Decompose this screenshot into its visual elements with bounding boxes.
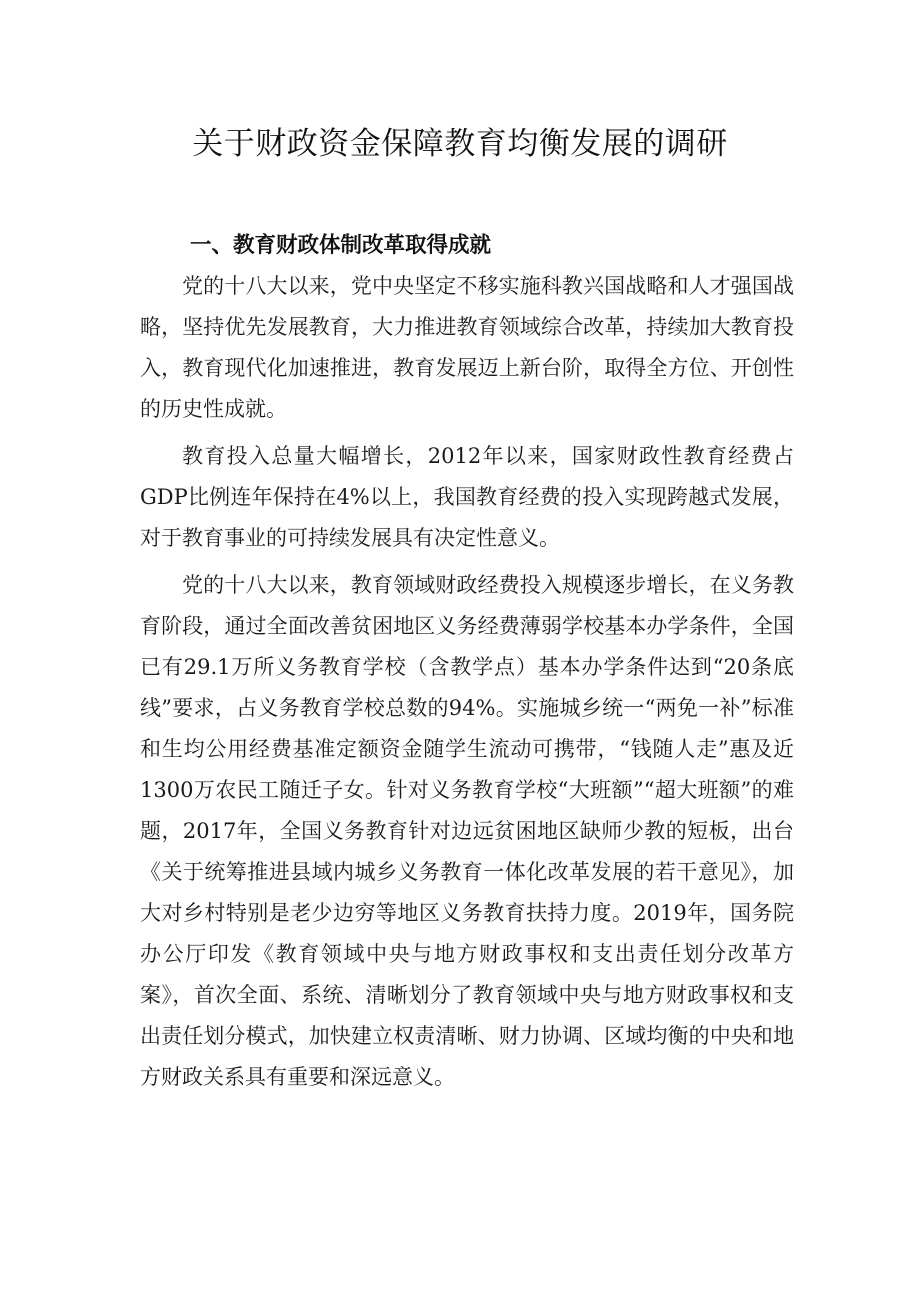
paragraph: 党的十八大以来，教育领域财政经费投入规模逐步增长，在义务教育阶段，通过全面改善贫困地区义务经费薄弱学校基本办学条件，全国已有29.1万所义务教育学校（含教学点）基本办学条件达到“20条底线”要求，占义务教育学校总数的94%。实施城乡统一“两免一补”标准和生均公用经费基准定额资金随学生流动可携带，“钱随人走”惠及近1300万农民工随迁子女。针对义务教育学校“大班额”“超大班额”的难题，2017年，全国义务教育针对边远贫困地区缺师少教的短板，出台《关于统筹推进县域内城乡义务教育一体化改革发展的若干意见》，加大对乡村特别是老少边穷等地区义务教育扶持力度。2019年，国务院办公厅印发《教育领域中央与地方财政事权和支出责任划分改革方案》，首次全面、系统、清晰划分了教育领域中央与地方财政事权和支出责任划分模式，加快建立权责清晰、财力协调、区域均衡的中央和地方财政关系具有重要和深远意义。 xyxy=(140,573,794,1089)
paragraph: 党的十八大以来，党中央坚定不移实施科教兴国战略和人才强国战略，坚持优先发展教育，大力推进教育领域综合改革，持续加大教育投入，教育现代化加速推进，教育发展迈上新台阶，取得全方位、开创性的历史性成就。 xyxy=(140,274,794,421)
paragraph: 教育投入总量大幅增长，2012年以来，国家财政性教育经费占GDP比例连年保持在4%以上，我国教育经费的投入实现跨越式发展，对于教育事业的可持续发展具有决定性意义。 xyxy=(140,444,794,550)
section-heading: 一、教育财政体制改革取得成就 xyxy=(190,233,492,258)
document-title: 关于财政资金保障教育均衡发展的调研 xyxy=(192,126,728,162)
document-body xyxy=(140,266,794,1104)
